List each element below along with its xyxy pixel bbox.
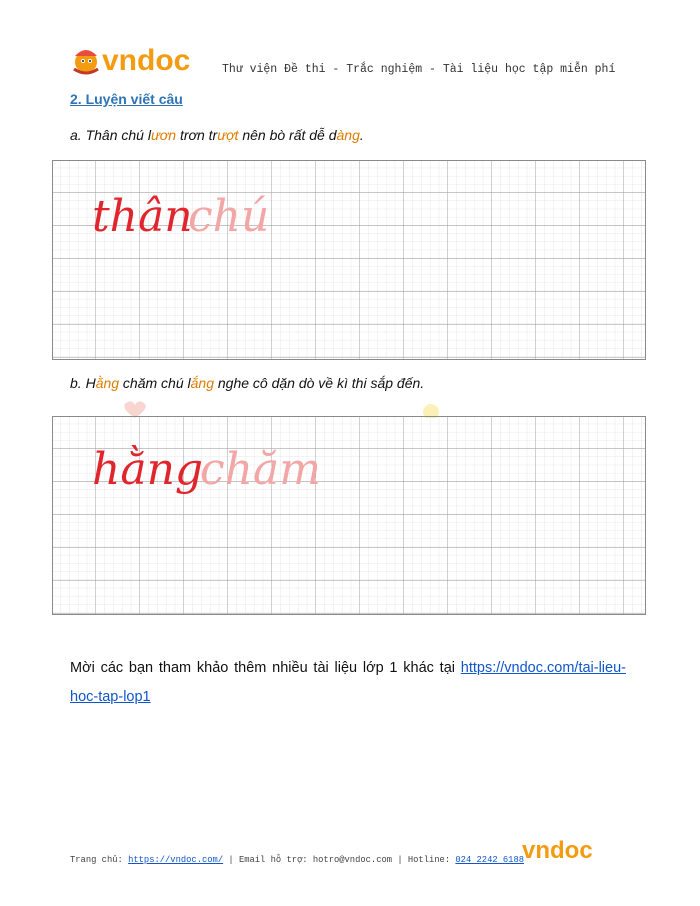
practice-word-faint-b: chăm [200, 444, 321, 495]
footer-logo [522, 838, 618, 862]
practice-grid-b [52, 416, 646, 615]
svg-text:vndoc: vndoc [522, 838, 593, 862]
practice-word-faint-a: chú [188, 191, 270, 242]
closing-paragraph: Mời các bạn tham khảo thêm nhiều tài liệu lớp 1 khác tại https://vndoc.com/tai-lieu-hoc-tap-lop1 [70, 660, 626, 705]
practice-word-solid-b: hằng [92, 444, 204, 495]
sentence-b: b. Hằng chăm chú lắng nghe cô dặn dò về kì thi sắp đến. [70, 375, 425, 391]
footer-home-link[interactable]: https://vndoc.com/ [128, 855, 224, 865]
closing-link[interactable]: https://vndoc.com/tai-lieu-hoc-tap-lop1 [70, 660, 626, 705]
footer-hotline-link[interactable]: 024 2242 6188 [455, 855, 525, 865]
mascot-icon [74, 50, 98, 73]
section-heading: 2. Luyện viết câu [70, 91, 183, 107]
sentence-a: a. Thân chú lươn trơn trượt nên bò rất dễ dàng. [70, 127, 364, 143]
practice-grid-a [52, 160, 646, 360]
footer-info: Trang chủ: https://vndoc.com/ | Email hỗ trợ: hotro@vndoc.com | Hotline: 024 2242 6188 [70, 855, 525, 865]
header-tagline: Thư viện Đề thi - Trắc nghiệm - Tài liệu học tập miễn phí [222, 63, 616, 76]
vndoc-logo [70, 42, 205, 78]
svg-text:vndoc: vndoc [102, 44, 191, 77]
practice-word-solid-a: thân [92, 191, 193, 242]
